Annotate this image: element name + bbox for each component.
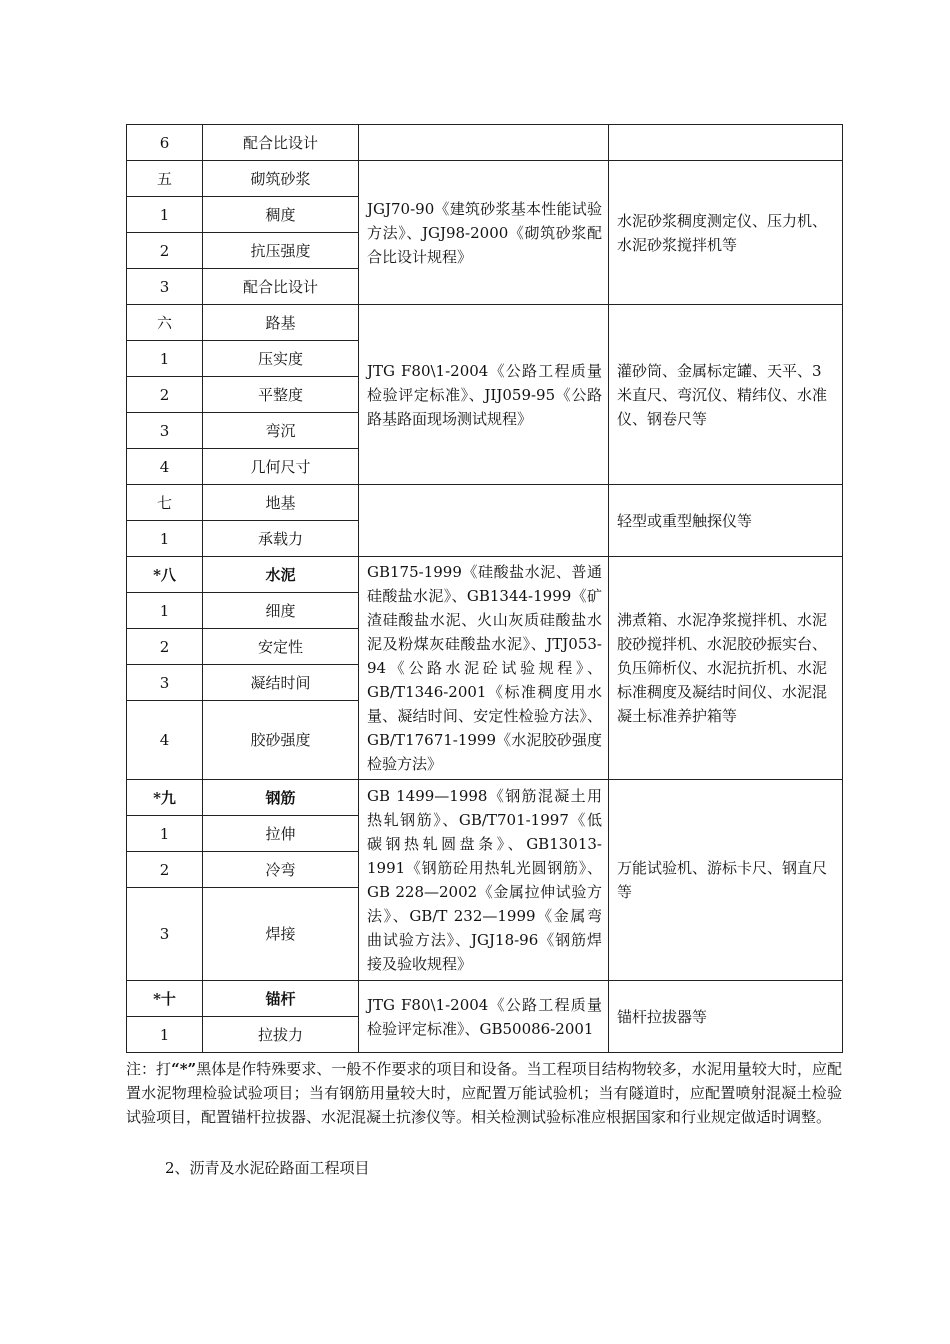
table-row bbox=[127, 981, 843, 1017]
note-mark: “*” bbox=[171, 1060, 197, 1078]
item-name: 细度 bbox=[203, 593, 359, 629]
item-number: 3 bbox=[127, 665, 203, 701]
test-standard: GB 1499—1998《钢筋混凝土用热轧钢筋》、GB/T701-1997《低碳钢热轧圆盘条》、GB13013-1991《钢筋砼用热轧光圆钢筋》、GB 228—2002《金属拉伸试验方法》、GB/T 232—1999《金属弯曲试验方法》、JGJ18-96《钢筋焊接及验收规程》 bbox=[359, 780, 609, 981]
item-number: 六 bbox=[127, 305, 203, 341]
item-number: 2 bbox=[127, 377, 203, 413]
table-body bbox=[127, 125, 843, 1053]
test-standard bbox=[359, 485, 609, 557]
item-name: 胶砂强度 bbox=[203, 701, 359, 780]
item-name: 水泥 bbox=[203, 557, 359, 593]
table-row bbox=[127, 557, 843, 593]
item-number: *九 bbox=[127, 780, 203, 816]
item-number: 1 bbox=[127, 197, 203, 233]
test-standard: GB175-1999《硅酸盐水泥、普通硅酸盐水泥》、GB1344-1999《矿渣硅酸盐水泥、火山灰质硅酸盐水泥及粉煤灰硅酸盐水泥》、JTJ053-94《公路水泥砼试验规程》、GB/T1346-2001《标准稠度用水量、凝结时间、安定性检验方法》、GB/T17671-1999《水泥胶砂强度检验方法》 bbox=[359, 557, 609, 780]
item-name: 抗压强度 bbox=[203, 233, 359, 269]
item-number: 1 bbox=[127, 1017, 203, 1053]
item-name: 承载力 bbox=[203, 521, 359, 557]
item-name: 配合比设计 bbox=[203, 269, 359, 305]
item-number: 七 bbox=[127, 485, 203, 521]
item-number: 五 bbox=[127, 161, 203, 197]
test-standard: JTG F80\1-2004《公路工程质量检验评定标准》、GB50086-2001 bbox=[359, 981, 609, 1053]
footnote bbox=[126, 1057, 842, 1129]
test-equipment: 沸煮箱、水泥净浆搅拌机、水泥胶砂搅拌机、水泥胶砂振实台、负压筛析仪、水泥抗折机、水泥标准稠度及凝结时间仪、水泥混凝土标准养护箱等 bbox=[609, 557, 843, 780]
item-name: 冷弯 bbox=[203, 852, 359, 888]
item-name: 配合比设计 bbox=[203, 125, 359, 161]
section-heading: 2、沥青及水泥砼路面工程项目 bbox=[165, 1159, 370, 1177]
test-standard bbox=[359, 125, 609, 161]
item-number: 1 bbox=[127, 341, 203, 377]
item-number: 3 bbox=[127, 888, 203, 981]
item-number: 1 bbox=[127, 521, 203, 557]
table-row bbox=[127, 780, 843, 816]
item-number: 2 bbox=[127, 233, 203, 269]
item-number: *十 bbox=[127, 981, 203, 1017]
item-name: 凝结时间 bbox=[203, 665, 359, 701]
table-row bbox=[127, 161, 843, 197]
item-number: 4 bbox=[127, 701, 203, 780]
test-equipment bbox=[609, 125, 843, 161]
item-number: 1 bbox=[127, 816, 203, 852]
test-equipment: 万能试验机、游标卡尺、钢直尺等 bbox=[609, 780, 843, 981]
item-name: 安定性 bbox=[203, 629, 359, 665]
test-items-table bbox=[126, 124, 843, 1053]
item-name: 弯沉 bbox=[203, 413, 359, 449]
item-name: 路基 bbox=[203, 305, 359, 341]
test-equipment: 水泥砂浆稠度测定仪、压力机、水泥砂浆搅拌机等 bbox=[609, 161, 843, 305]
test-standard: JGJ70-90《建筑砂浆基本性能试验方法》、JGJ98-2000《砌筑砂浆配合比设计规程》 bbox=[359, 161, 609, 305]
item-number: 2 bbox=[127, 629, 203, 665]
item-name: 钢筋 bbox=[203, 780, 359, 816]
table-row bbox=[127, 125, 843, 161]
item-number: 2 bbox=[127, 852, 203, 888]
test-standard: JTG F80\1-2004《公路工程质量检验评定标准》、JIJ059-95《公路路基路面现场测试规程》 bbox=[359, 305, 609, 485]
item-number: 3 bbox=[127, 413, 203, 449]
item-name: 拉拔力 bbox=[203, 1017, 359, 1053]
test-equipment: 灌砂筒、金属标定罐、天平、3米直尺、弯沉仪、精纬仪、水准仪、钢卷尺等 bbox=[609, 305, 843, 485]
item-name: 稠度 bbox=[203, 197, 359, 233]
item-name: 几何尺寸 bbox=[203, 449, 359, 485]
table-row bbox=[127, 305, 843, 341]
item-name: 砌筑砂浆 bbox=[203, 161, 359, 197]
item-number: 3 bbox=[127, 269, 203, 305]
table-row bbox=[127, 485, 843, 521]
item-number: 4 bbox=[127, 449, 203, 485]
item-name: 地基 bbox=[203, 485, 359, 521]
item-name: 平整度 bbox=[203, 377, 359, 413]
item-name: 焊接 bbox=[203, 888, 359, 981]
item-name: 锚杆 bbox=[203, 981, 359, 1017]
note-prefix: 注：打 bbox=[126, 1060, 172, 1078]
item-number: *八 bbox=[127, 557, 203, 593]
item-name: 拉伸 bbox=[203, 816, 359, 852]
test-equipment: 轻型或重型触探仪等 bbox=[609, 485, 843, 557]
item-number: 6 bbox=[127, 125, 203, 161]
note-text: 黑体是作特殊要求、一般不作要求的项目和设备。当工程项目结构物较多，水泥用量较大时，应配置水泥物理检验试验项目；当有钢筋用量较大时，应配置万能试验机；当有隧道时，应配置喷射混凝土检验试验项目，配置锚杆拉拔器、水泥混凝土抗渗仪等。相关检测试验标准应根据国家和行业规定做适时调整。 bbox=[126, 1060, 842, 1126]
item-number: 1 bbox=[127, 593, 203, 629]
test-equipment: 锚杆拉拔器等 bbox=[609, 981, 843, 1053]
item-name: 压实度 bbox=[203, 341, 359, 377]
